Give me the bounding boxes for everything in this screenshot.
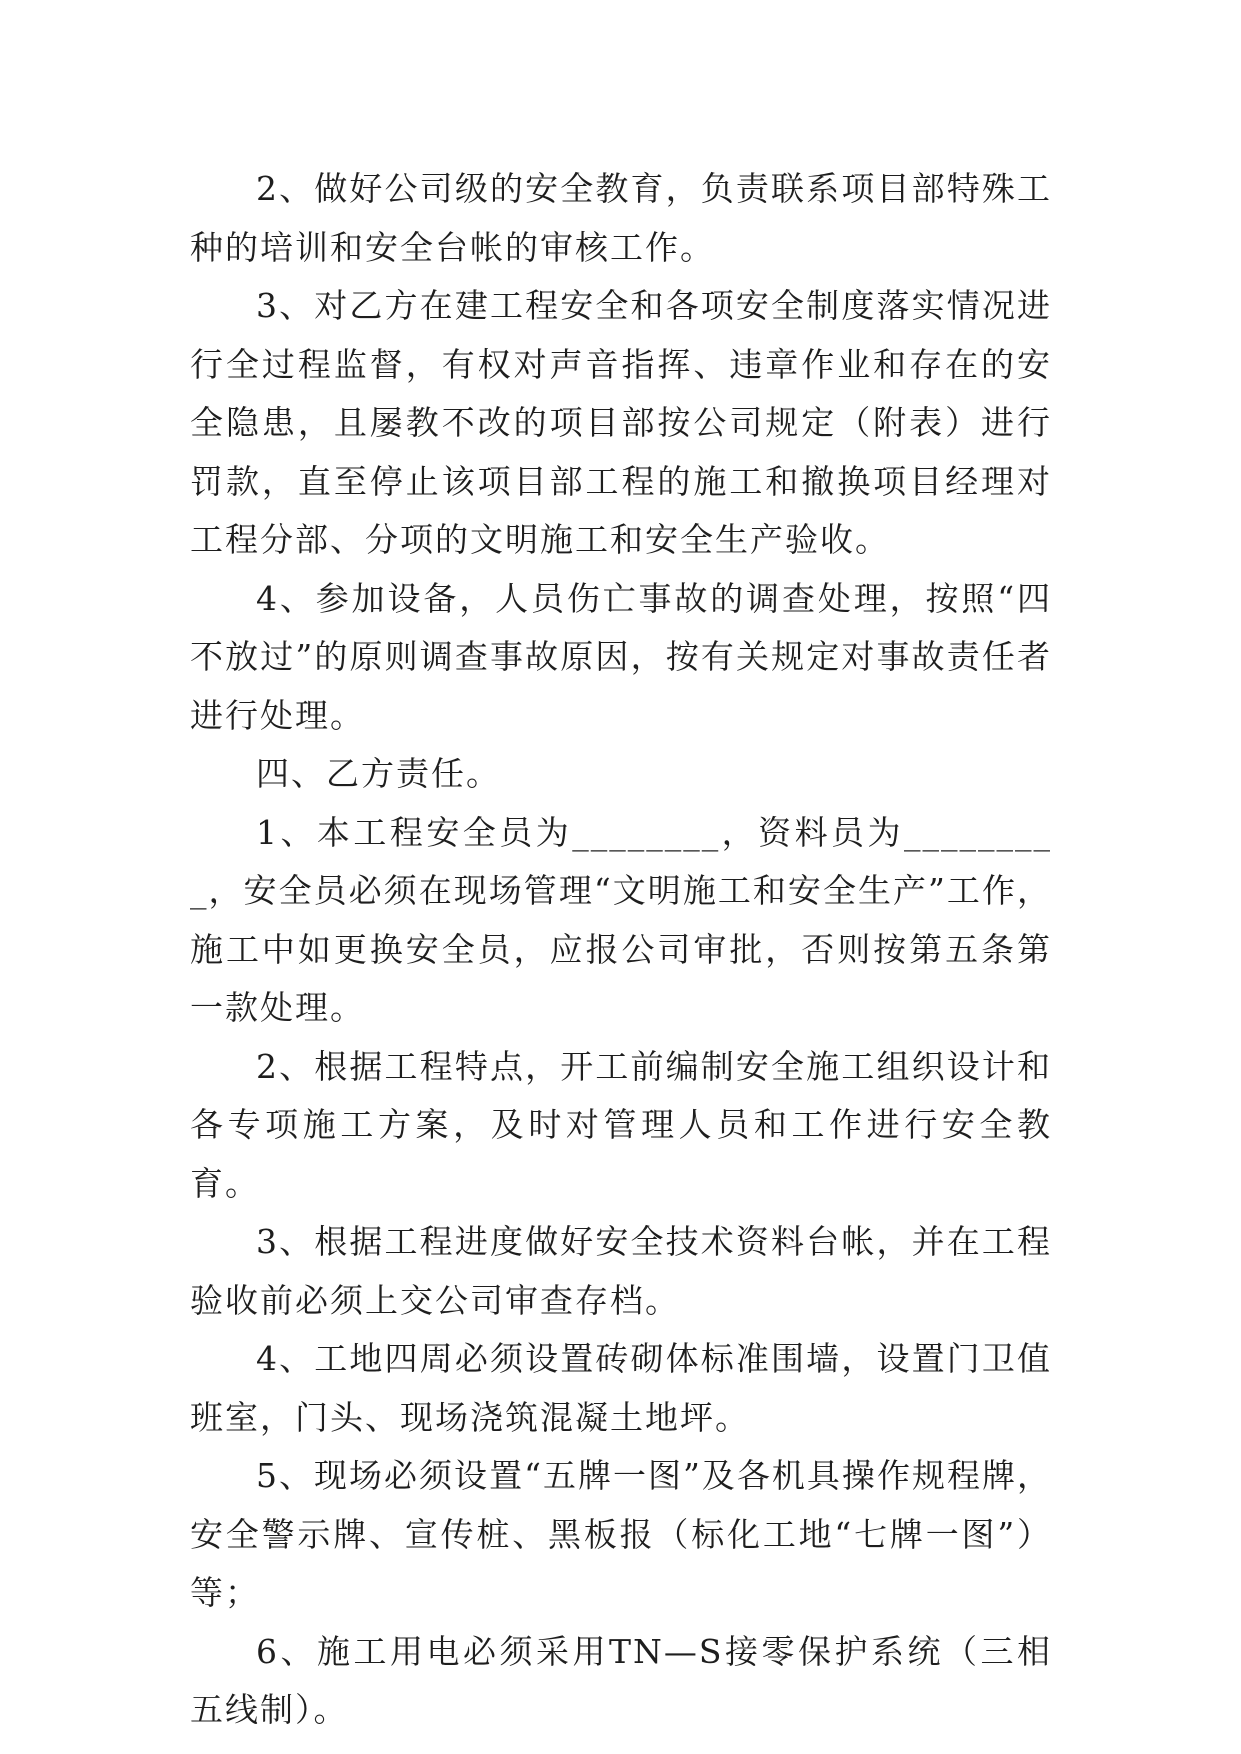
paragraph-party-b-duty-3: 3、根据工程进度做好安全技术资料台帐，并在工程验收前必须上交公司审查存档。: [190, 1222, 1052, 1320]
paragraph-party-a-duty-2: 2、做好公司级的安全教育，负责联系项目部特殊工种的培训和安全台帐的审核工作。: [190, 169, 1052, 267]
paragraph-party-a-duty-4: 4、参加设备，人员伤亡事故的调查处理，按照“四不放过”的原则调查事故原因，按有关规定对事故责任者进行处理。: [190, 578, 1052, 735]
section-heading-party-b: 四、乙方责任。: [256, 754, 501, 793]
paragraph-party-b-duty-6: 6、施工用电必须采用TN—S接零保护系统（三相五线制）。: [190, 1631, 1052, 1729]
paragraph-party-b-duty-2: 2、根据工程特点，开工前编制安全施工组织设计和各专项施工方案，及时对管理人员和工作进行安全教育。: [190, 1046, 1052, 1203]
document-body: [190, 160, 1052, 1740]
paragraph-party-a-duty-3: 3、对乙方在建工程安全和各项安全制度落实情况进行全过程监督，有权对声音指挥、违章作业和存在的安全隐患，且屡教不改的项目部按公司规定（附表）进行罚款，直至停止该项目部工程的施工和撤换项目经理对工程分部、分项的文明施工和安全生产验收。: [190, 286, 1052, 559]
paragraph-party-b-duty-1: 1、本工程安全员为________，资料员为_________，安全员必须在现场管理“文明施工和安全生产”工作，施工中如更换安全员，应报公司审批，否则按第五条第一款处理。: [190, 812, 1052, 1027]
paragraph-party-b-duty-5: 5、现场必须设置“五牌一图”及各机具操作规程牌，安全警示牌、宣传桩、黑板报（标化工地“七牌一图”）等；: [190, 1456, 1052, 1612]
paragraph-party-b-duty-4: 4、工地四周必须设置砖砌体标准围墙，设置门卫值班室，门头、现场浇筑混凝土地坪。: [190, 1339, 1052, 1437]
